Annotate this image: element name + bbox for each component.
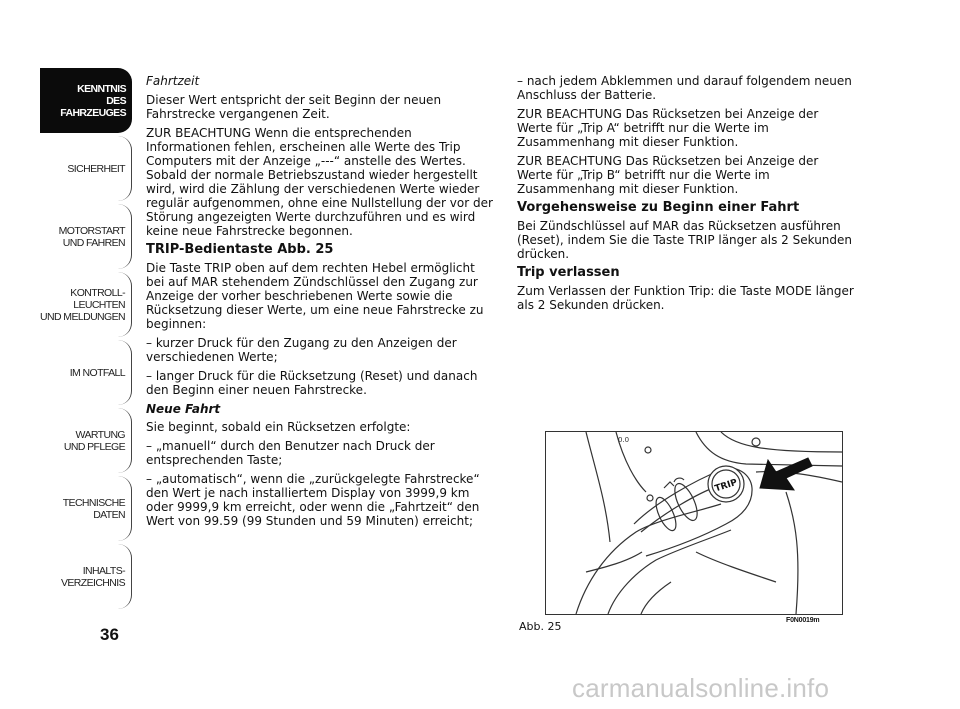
right-column bbox=[517, 74, 857, 317]
figure-trip-stalk bbox=[545, 431, 843, 615]
manual-item: – „manuell“ durch den Benutzer nach Druck der entsprechenden Taste; bbox=[146, 439, 435, 467]
tab-im-notfall[interactable]: IM NOTFALL bbox=[40, 340, 132, 405]
watermark: carmanualsonline.info bbox=[572, 673, 830, 703]
exit-heading: Trip verlassen bbox=[517, 265, 620, 280]
tab-inhaltsverzeichnis[interactable]: INHALTS- VERZEICHNIS bbox=[40, 544, 132, 609]
left-column bbox=[146, 74, 494, 533]
note-missing-info: ZUR BEACHTUNG Wenn die entsprechenden Informationen fehlen, erscheinen alle Werte des Trip Computers mit der Anzeige „---“ anstelle des Wertes. Sobald der normale Betriebszustand wieder hergestellt wird, wird die Zählung der verschiedenen Werte wieder regulär aufgenommen, ohne eine Nullstellung der vor der Störung angezeigten Werte durchzuführen und es wird keine neue Fahrstrecke begonnen. bbox=[146, 126, 493, 238]
battery-item: – nach jedem Abklemmen und darauf folgendem neuen Anschluss der Batterie. bbox=[517, 74, 852, 102]
svg-text:0.0: 0.0 bbox=[618, 436, 630, 444]
figure-caption: Abb. 25 bbox=[519, 620, 562, 633]
page-number: 36 bbox=[100, 625, 119, 644]
trip-heading: TRIP-Bedientaste Abb. 25 bbox=[146, 242, 334, 257]
tab-motorstart[interactable]: MOTORSTART UND FAHREN bbox=[40, 204, 132, 269]
exit-text: Zum Verlassen der Funktion Trip: die Taste MODE länger als 2 Sekunden drücken. bbox=[517, 284, 854, 312]
tab-kenntnis[interactable]: KENNTNIS DES FAHRZEUGES bbox=[40, 68, 132, 133]
chapter-sidebar bbox=[40, 68, 132, 612]
figure-code: F0N0019m bbox=[786, 617, 820, 624]
trip-text: Die Taste TRIP oben auf dem rechten Hebel ermöglicht bei auf MAR stehendem Zündschlüssel den Zugang zur Anzeige der vorher beschriebenen Werte sowie die Rücksetzung dieser Werte, um eine neue Fahrstrecke zu beginnen: bbox=[146, 261, 484, 331]
stalk-illustration-icon bbox=[546, 432, 842, 614]
fahrtzeit-text: Dieser Wert entspricht der seit Beginn der neuen Fahrstrecke vergangenen Zeit. bbox=[146, 93, 442, 121]
neue-fahrt-title: Neue Fahrt bbox=[146, 402, 221, 416]
tab-sicherheit[interactable]: SICHERHEIT bbox=[40, 136, 132, 201]
tab-wartung[interactable]: WARTUNG UND PFLEGE bbox=[40, 408, 132, 473]
trip-button-label: TRIP bbox=[713, 477, 739, 495]
automatic-item: – „automatisch“, wenn die „zurückgelegte Fahrstrecke“ den Wert je nach installiertem Display von 3999,9 km oder 9999,9 km erreicht, oder wenn die „Fahrtzeit“ den Wert von 99.59 (99 Stunden und 59 Minuten) erreicht; bbox=[146, 472, 480, 528]
procedure-text: Bei Zündschlüssel auf MAR das Rücksetzen ausführen (Reset), indem Sie die Taste TRIP länger als 2 Sekunden drücken. bbox=[517, 219, 853, 261]
note-trip-b: ZUR BEACHTUNG Das Rücksetzen bei Anzeige der Werte für „Trip B“ betrifft nur die Werte im Zusammenhang mit dieser Funktion. bbox=[517, 154, 819, 196]
tab-kontrollleuchten[interactable]: KONTROLL- LEUCHTEN UND MELDUNGEN bbox=[40, 272, 132, 337]
long-press-item: – langer Druck für die Rücksetzung (Reset) und danach den Beginn einer neuen Fahrstrecke. bbox=[146, 369, 478, 397]
procedure-heading: Vorgehensweise zu Beginn einer Fahrt bbox=[517, 200, 800, 215]
fahrtzeit-title: Fahrtzeit bbox=[146, 74, 200, 88]
neue-fahrt-text: Sie beginnt, sobald ein Rücksetzen erfolgte: bbox=[146, 420, 411, 434]
short-press-item: – kurzer Druck für den Zugang zu den Anzeigen der verschiedenen Werte; bbox=[146, 336, 457, 364]
note-trip-a: ZUR BEACHTUNG Das Rücksetzen bei Anzeige der Werte für „Trip A“ betrifft nur die Werte im Zusammenhang mit dieser Funktion. bbox=[517, 107, 819, 149]
tab-technische-daten[interactable]: TECHNISCHE DATEN bbox=[40, 476, 132, 541]
